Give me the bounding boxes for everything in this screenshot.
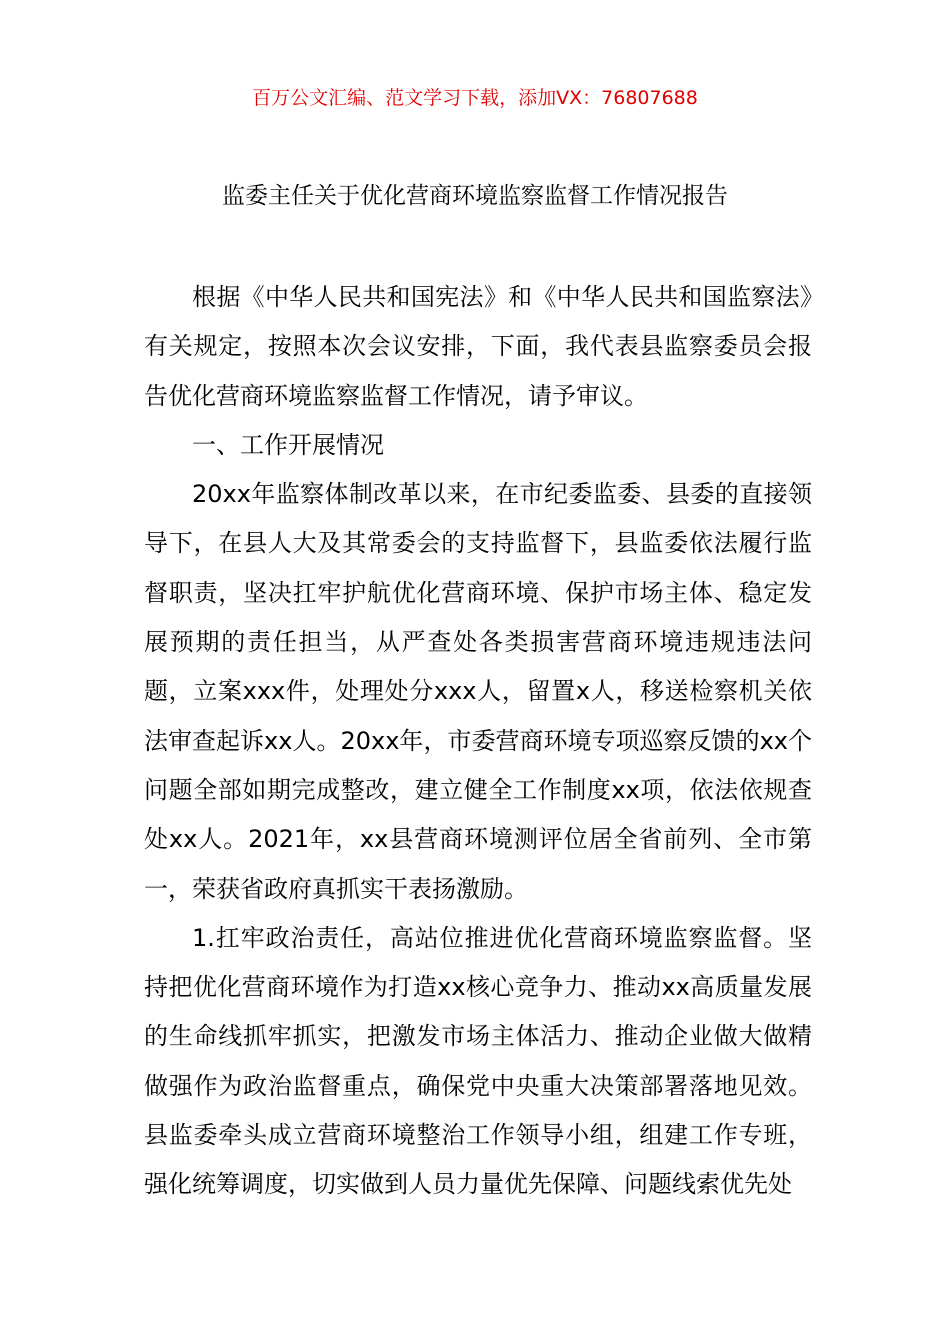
paragraph-overview: 20xx年监察体制改革以来，在市纪委监委、县委的直接领导下，在县人大及其常委会的支持监督下，县监委依法履行监督职责，坚决扛牢护航优化营商环境、保护市场主体、稳定发展预期的责任担当，从严查处各类损害营商环境违规违法问题，立案xxx件，处理处分xxx人，留置x人，移送检察机关依法审查起诉xx人。20xx年，市委营商环境专项巡察反馈的xx个问题全部如期完成整改，建立健全工作制度xx项，依法依规查处xx人。2021年，xx县营商环境测评位居全省前列、全市第一，荣获省政府真抓实干表扬激励。 (144, 480, 812, 903)
section-heading: 一、工作开展情况 (192, 430, 384, 459)
header-banner: 百万公文汇编、范文学习下载，添加VX：76807688 (252, 87, 698, 109)
document-body (144, 273, 812, 1210)
document-title: 监委主任关于优化营商环境监察监督工作情况报告 (222, 183, 728, 209)
paragraph-intro: 根据《中华人民共和国宪法》和《中华人民共和国监察法》有关规定，按照本次会议安排，下面，我代表县监察委员会报告优化营商环境监察监督工作情况，请予审议。 (144, 283, 812, 410)
paragraph-item-1: 1.扛牢政治责任，高站位推进优化营商环境监察监督。坚持把优化营商环境作为打造xx核心竞争力、推动xx高质量发展的生命线抓牢抓实，把激发市场主体活力、推动企业做大做精做强作为政治监督重点，确保党中央重大决策部署落地见效。县监委牵头成立营商环境整治工作领导小组，组建工作专班，强化统筹调度，切实做到人员力量优先保障、问题线索优先处 (144, 923, 812, 1199)
